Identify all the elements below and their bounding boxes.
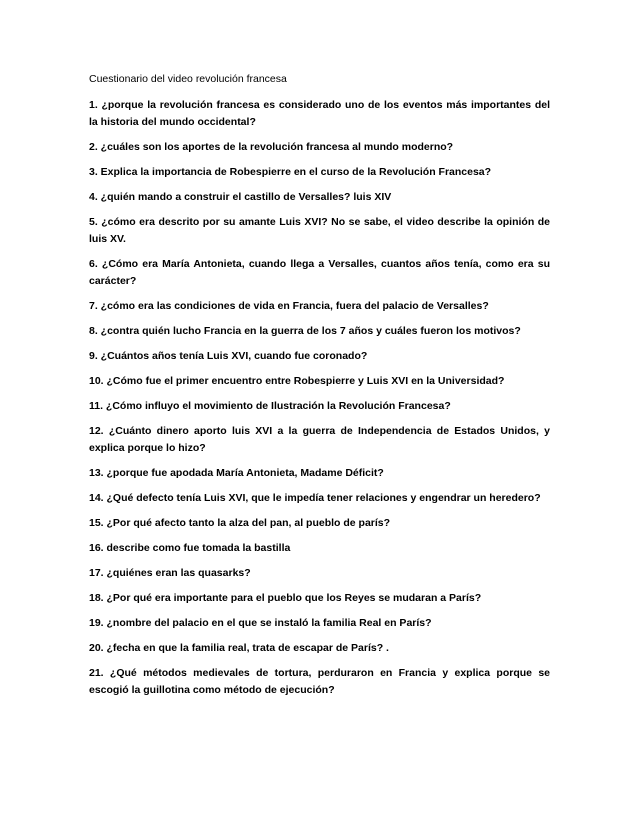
- question-16: 16. describe como fue tomada la bastilla: [89, 542, 291, 554]
- question-2: 2. ¿cuáles son los aportes de la revolución francesa al mundo moderno?: [89, 141, 454, 153]
- question-10: 10. ¿Cómo fue el primer encuentro entre Robespierre y Luis XVI en la Universidad?: [89, 375, 505, 387]
- question-7: 7. ¿cómo era las condiciones de vida en Francia, fuera del palacio de Versalles?: [89, 300, 489, 312]
- question-4: 4. ¿quién mando a construir el castillo de Versalles? luis XIV: [89, 191, 392, 203]
- question-18: 18. ¿Por qué era importante para el pueblo que los Reyes se mudaran a París?: [89, 592, 482, 604]
- question-5: 5. ¿cómo era descrito por su amante Luis XVI? No se sabe, el video describe la opinión de luis XV.: [89, 216, 550, 245]
- question-15: 15. ¿Por qué afecto tanto la alza del pan, al pueblo de parís?: [89, 517, 391, 529]
- document-page: [89, 71, 550, 707]
- question-19: 19. ¿nombre del palacio en el que se instaló la familia Real en París?: [89, 617, 432, 629]
- question-17: 17. ¿quiénes eran las quasarks?: [89, 567, 251, 579]
- document-title: Cuestionario del video revolución francesa: [89, 73, 287, 85]
- question-12: 12. ¿Cuánto dinero aporto luis XVI a la guerra de Independencia de Estados Unidos, y explica porque lo hizo?: [89, 425, 550, 454]
- question-8: 8. ¿contra quién lucho Francia en la guerra de los 7 años y cuáles fueron los motivos?: [89, 325, 521, 337]
- question-21: 21. ¿Qué métodos medievales de tortura, perduraron en Francia y explica porque se escogió la guillotina como método de ejecución?: [89, 667, 550, 696]
- question-11: 11. ¿Cómo influyo el movimiento de Ilustración la Revolución Francesa?: [89, 400, 451, 412]
- question-14: 14. ¿Qué defecto tenía Luis XVI, que le impedía tener relaciones y engendrar un heredero?: [89, 492, 541, 504]
- question-9: 9. ¿Cuántos años tenía Luis XVI, cuando fue coronado?: [89, 350, 368, 362]
- question-6: 6. ¿Cómo era María Antonieta, cuando llega a Versalles, cuantos años tenía, como era su carácter?: [89, 258, 550, 287]
- question-1: 1. ¿porque la revolución francesa es considerado uno de los eventos más importantes del la historia del mundo occidental?: [89, 99, 550, 128]
- question-20: 20. ¿fecha en que la familia real, trata de escapar de París? .: [89, 642, 389, 654]
- question-3: 3. Explica la importancia de Robespierre en el curso de la Revolución Francesa?: [89, 166, 492, 178]
- question-13: 13. ¿porque fue apodada María Antonieta, Madame Déficit?: [89, 467, 384, 479]
